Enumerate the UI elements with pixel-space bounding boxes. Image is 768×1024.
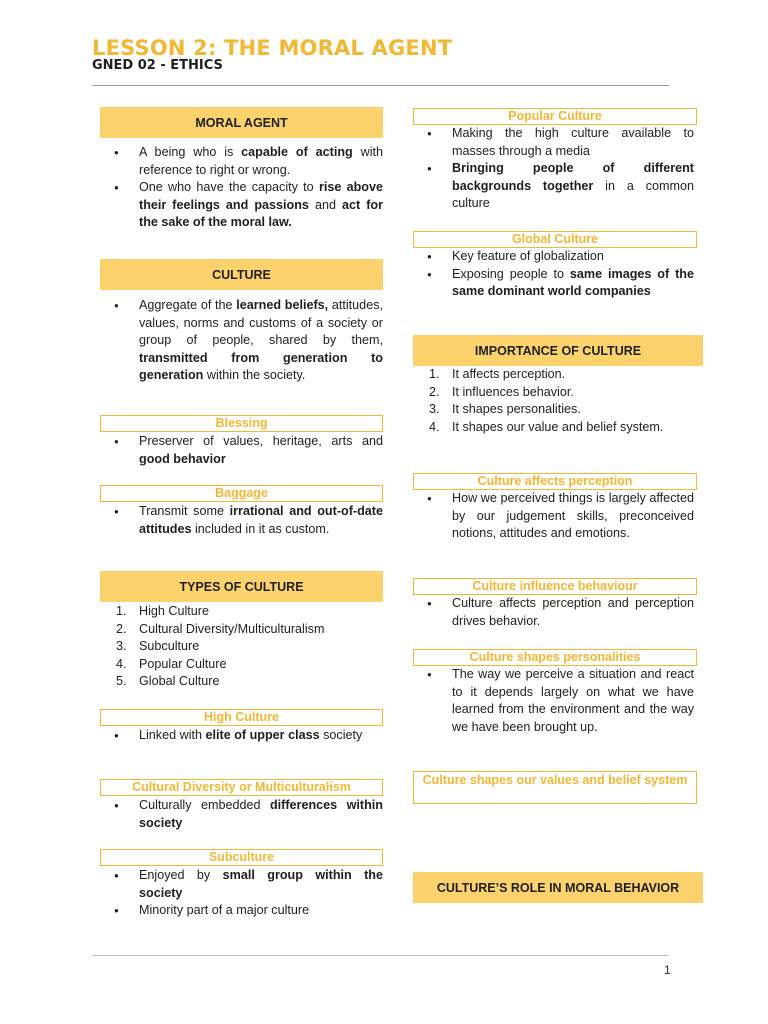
subheader-high-culture: High Culture [100,709,383,726]
subheader-global-culture: Global Culture [413,231,697,248]
culture-shapes-values-section [413,771,697,804]
list-item: ● One who have the capacity to rise above their feelings and passions and act for the sake of the moral law. [100,179,383,232]
list-item: ● Making the high culture available to masses through a media [413,125,694,160]
global-culture-section [413,231,697,301]
list-item: ● Linked with elite of upper class society [100,727,383,745]
list-item: ● A being who is capable of acting with reference to right or wrong. [100,144,383,179]
section-header-culture: CULTURE [100,259,383,290]
list-item: ● Minority part of a major culture [100,902,383,920]
list-item: ● Enjoyed by small group within the society [100,867,383,902]
baggage-section [100,485,383,538]
subheader-subculture: Subculture [100,849,383,866]
culture-shapes-personalities-section [413,649,697,736]
list-item: 2. Cultural Diversity/Multiculturalism [116,621,325,636]
blessing-section [100,415,383,468]
page-title: LESSON 2: THE MORAL AGENT [92,36,453,60]
page-number: 1 [664,963,671,977]
list-item: 5. Global Culture [116,674,220,689]
list-item: ● Aggregate of the learned beliefs, attitudes, values, norms and customs of a society or group of people, shared by them, transmitted from generation to generation within the society. [100,297,383,385]
section-header-types-of-culture: TYPES OF CULTURE [100,571,383,602]
list-item: ● The way we perceive a situation and react to it depends largely on what we have learned from the environment and the way we have been brought up. [413,666,694,736]
footer-divider [92,955,669,956]
popular-culture-section [413,108,697,213]
subheader-cultural-diversity: Cultural Diversity or Multiculturalism [100,779,383,796]
culture-affects-perception-section [413,473,697,543]
high-culture-section [100,709,383,745]
list-item: 4. Popular Culture [116,656,227,671]
moral-agent-section [100,107,383,232]
section-header-importance-of-culture: IMPORTANCE OF CULTURE [413,335,703,366]
list-item: 3. Subculture [116,639,200,654]
importance-of-culture-section [413,335,703,436]
list-item: 1. High Culture [116,604,209,618]
subheader-popular-culture: Popular Culture [413,108,697,125]
culture-influence-behaviour-section [413,578,697,630]
cultural-diversity-section [100,779,383,832]
list-item: ● Culture affects perception and perception drives behavior. [413,595,694,630]
types-of-culture-section [100,571,383,691]
course-subtitle: GNED 02 - ETHICS [92,58,223,73]
culture-section [100,259,383,385]
list-item: 2. It influences behavior. [429,384,574,399]
subheader-blessing: Blessing [100,415,383,432]
section-header-cultures-role: CULTURE’S ROLE IN MORAL BEHAVIOR [413,872,703,903]
subheader-culture-shapes-values: Culture shapes our values and belief system [413,771,697,804]
subculture-section [100,849,383,920]
list-item: ● How we perceived things is largely affected by our judgement skills, preconceived notions, attitudes and emotions. [413,490,694,543]
list-item: 3. It shapes personalities. [429,402,581,417]
list-item: ● Culturally embedded differences within society [100,797,383,832]
list-item: ● Key feature of globalization [413,248,694,266]
list-item: ● Exposing people to same images of the same dominant world companies [413,266,694,301]
header-divider [92,85,669,86]
list-item: ● Preserver of values, heritage, arts and good behavior [100,433,383,468]
cultures-role-section [413,872,703,903]
list-item: ● Bringing people of different backgrounds together in a common culture [413,160,694,213]
list-item: 4. It shapes our value and belief system. [429,419,664,434]
list-item: 1. It affects perception. [429,367,566,381]
section-header-moral-agent: MORAL AGENT [100,107,383,138]
subheader-baggage: Baggage [100,485,383,502]
subheader-culture-influence-behaviour: Culture influence behaviour [413,578,697,595]
subheader-culture-affects-perception: Culture affects perception [413,473,697,490]
list-item: ● Transmit some irrational and out-of-date attitudes included in it as custom. [100,503,383,538]
subheader-culture-shapes-personalities: Culture shapes personalities [413,649,697,666]
